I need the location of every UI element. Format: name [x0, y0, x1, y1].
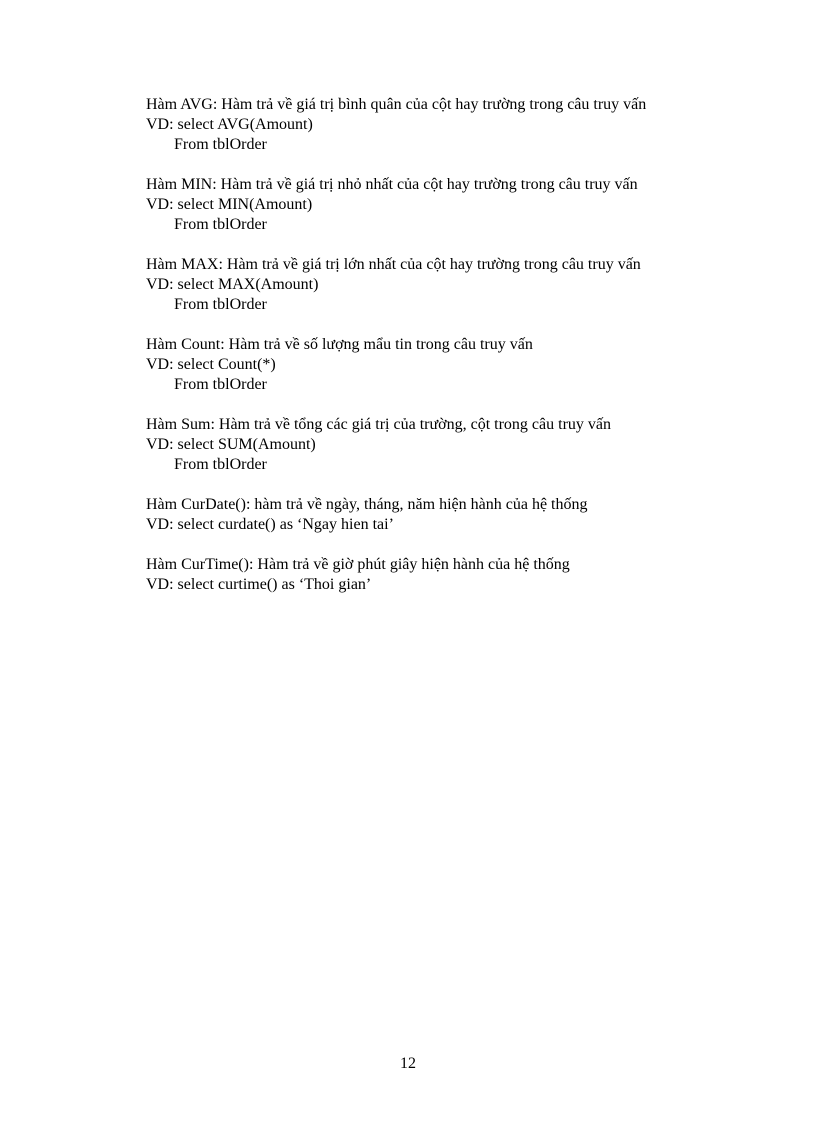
example-query: VD: select SUM(Amount) [146, 436, 316, 453]
example-query: VD: select AVG(Amount) [146, 116, 313, 133]
example-from-clause: From tblOrder [174, 136, 267, 153]
section-curtime [112, 555, 692, 595]
example-from-clause: From tblOrder [174, 216, 267, 233]
section-curdate [112, 495, 692, 535]
example-query: VD: select MIN(Amount) [146, 196, 313, 213]
section-description: Hàm AVG: Hàm trả về giá trị bình quân của cột hay trường trong câu truy vấn [146, 96, 647, 113]
example-query: VD: select curdate() as ‘Ngay hien tai’ [146, 516, 394, 533]
section-description: Hàm CurDate(): hàm trả về ngày, tháng, năm hiện hành của hệ thống [146, 496, 588, 513]
example-query: VD: select Count(*) [146, 356, 276, 373]
example-from-clause: From tblOrder [174, 296, 267, 313]
example-from-clause: From tblOrder [174, 456, 267, 473]
example-query: VD: select MAX(Amount) [146, 276, 319, 293]
section-min [112, 175, 692, 235]
section-description: Hàm MIN: Hàm trả về giá trị nhỏ nhất của cột hay trường trong câu truy vấn [146, 176, 638, 193]
page-number: 12 [400, 1055, 416, 1072]
section-count [112, 335, 692, 395]
section-description: Hàm CurTime(): Hàm trả về giờ phút giây hiện hành của hệ thống [146, 556, 570, 573]
section-max [112, 255, 692, 315]
section-description: Hàm Count: Hàm trả về số lượng mẩu tin trong câu truy vấn [146, 336, 533, 353]
example-query: VD: select curtime() as ‘Thoi gian’ [146, 576, 372, 593]
section-description: Hàm MAX: Hàm trả về giá trị lớn nhất của cột hay trường trong câu truy vấn [146, 256, 641, 273]
section-sum [112, 415, 692, 475]
example-from-clause: From tblOrder [174, 376, 267, 393]
page-content [112, 95, 692, 615]
section-avg [112, 95, 692, 155]
section-description: Hàm Sum: Hàm trả về tổng các giá trị của trường, cột trong câu truy vấn [146, 416, 611, 433]
